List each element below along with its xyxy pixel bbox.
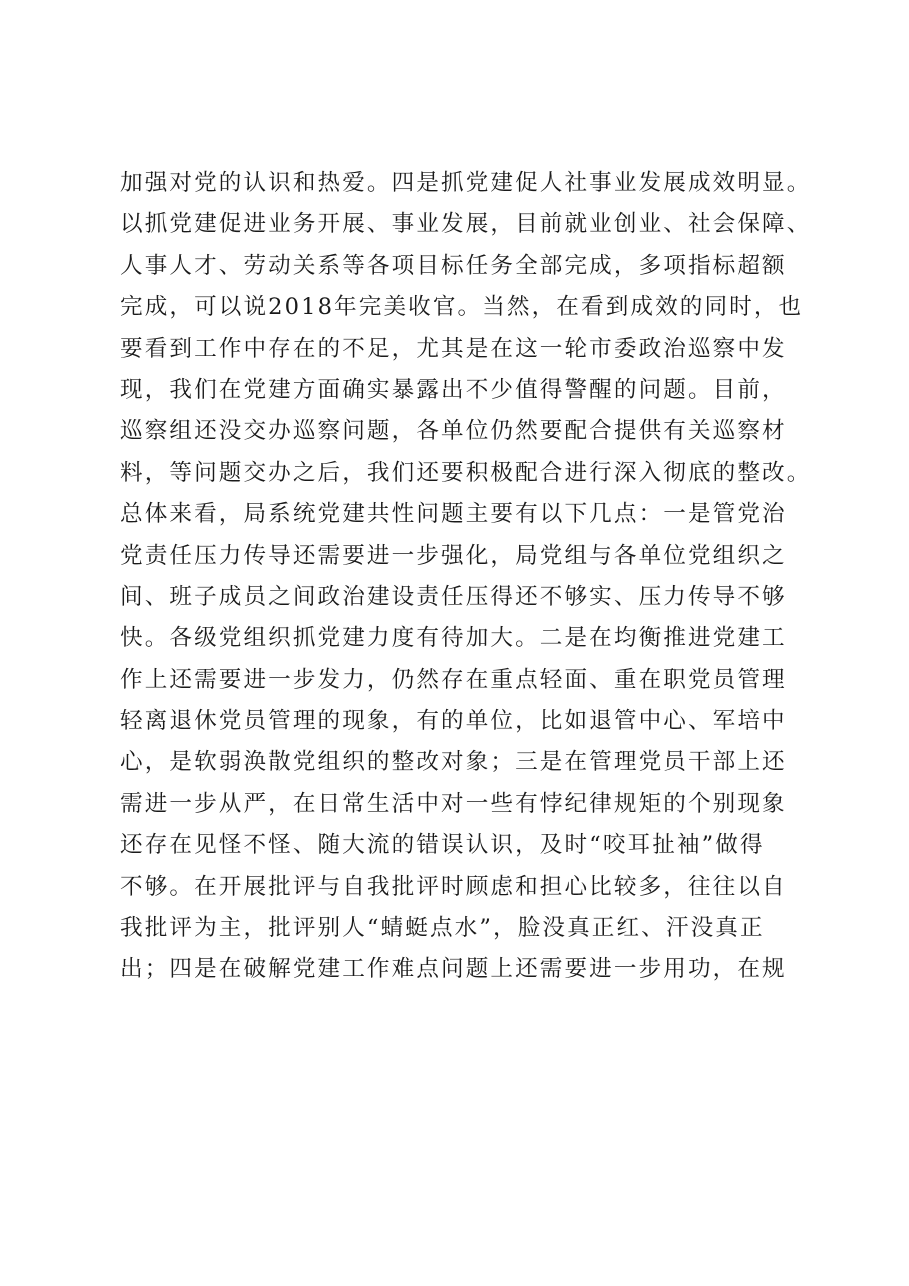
text-line: 出；四是在破解党建工作难点问题上还需要进一步用功，在规 — [120, 956, 787, 983]
text-line: 需进一步从严，在日常生活中对一些有悖纪律规矩的个别现象 — [120, 790, 787, 817]
text-line: 我批评为主，批评别人“蜻蜓点水”，脸没真正红、汗没真正 — [120, 915, 765, 942]
text-line: 要看到工作中存在的不足，尤其是在这一轮市委政治巡察中发 — [120, 335, 787, 362]
text-line: 作上还需要进一步发力，仍然存在重点轻面、重在职党员管理 — [120, 666, 787, 693]
text-line: 总体来看，局系统党建共性问题主要有以下几点：一是管党治 — [120, 501, 787, 528]
text-line: 不够。在开展批评与自我批评时顾虑和担心比较多，往往以自 — [120, 873, 787, 900]
text-line: 料，等问题交办之后，我们还要积极配合进行深入彻底的整改。 — [120, 459, 812, 486]
text-line: 完成，可以说2018年完美收官。当然，在看到成效的同时，也 — [120, 294, 804, 321]
text-line: 巡察组还没交办巡察问题，各单位仍然要配合提供有关巡察材 — [120, 418, 787, 445]
text-line: 轻离退休党员管理的现象，有的单位，比如退管中心、军培中 — [120, 708, 787, 735]
text-line: 以抓党建促进业务开展、事业发展，目前就业创业、社会保障、 — [120, 211, 812, 238]
text-line: 党责任压力传导还需要进一步强化，局党组与各单位党组织之 — [120, 542, 787, 569]
text-line: 间、班子成员之间政治建设责任压得还不够实、压力传导不够 — [120, 583, 787, 610]
text-line: 加强对党的认识和热爱。四是抓党建促人社事业发展成效明显。 — [120, 170, 812, 196]
text-line: 心，是软弱涣散党组织的整改对象；三是在管理党员干部上还 — [120, 749, 787, 776]
text-line: 人事人才、劳动关系等各项目标任务全部完成，多项指标超额 — [120, 252, 787, 279]
body-text — [120, 163, 812, 991]
text-line: 快。各级党组织抓党建力度有待加大。二是在均衡推进党建工 — [120, 625, 787, 652]
text-line: 现，我们在党建方面确实暴露出不少值得警醒的问题。目前， — [120, 376, 787, 403]
text-line: 还存在见怪不怪、随大流的错误认识，及时“咬耳扯袖”做得 — [120, 832, 765, 859]
